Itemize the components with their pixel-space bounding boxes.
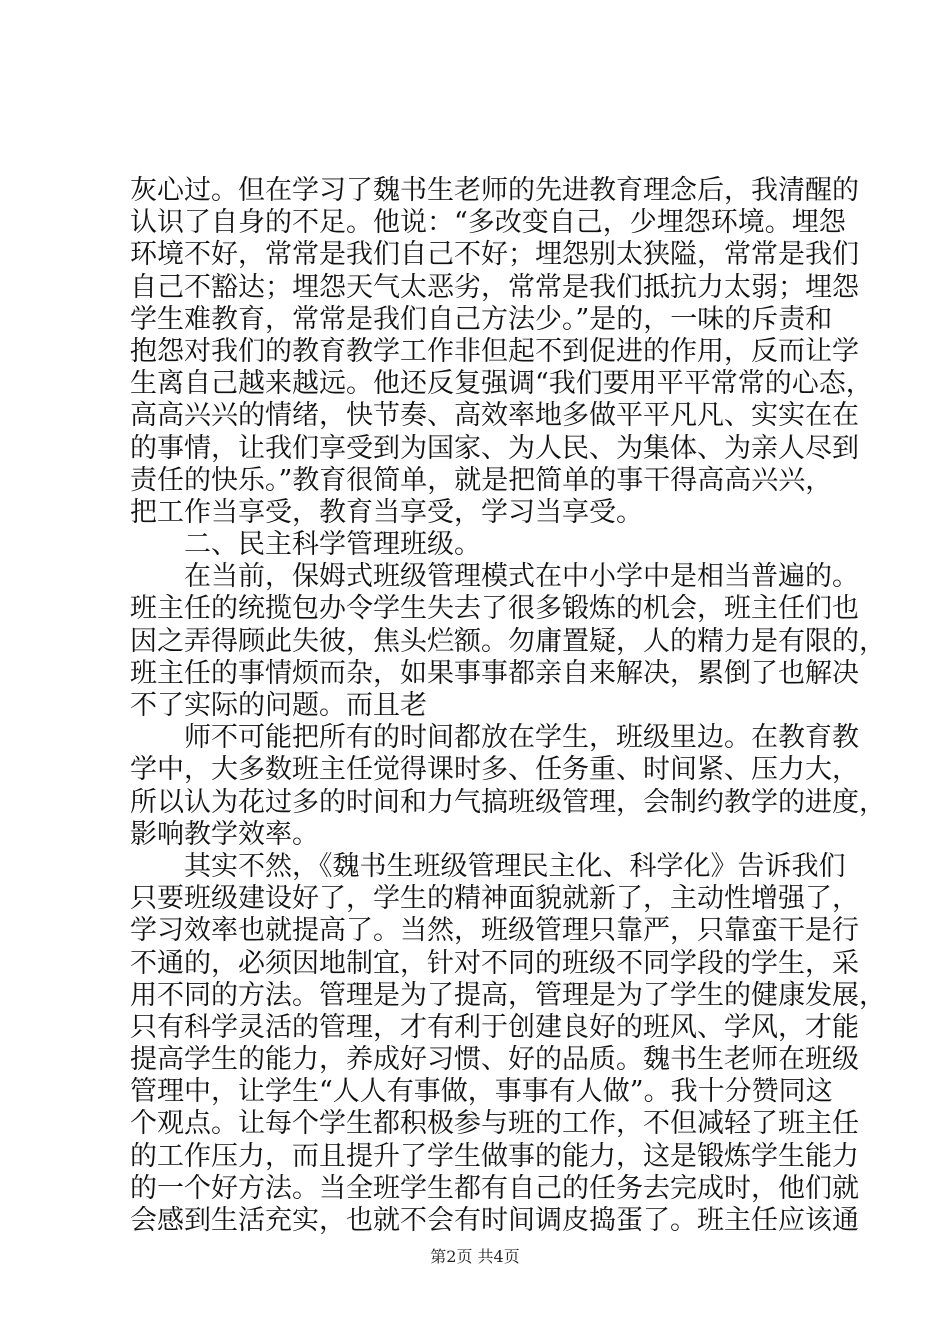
text-line: 不通的，必须因地制宜，针对不同的班级不同学段的学生，采 [130,947,859,979]
text-line: 只有科学灵活的管理，才有利于创建良好的班风、学风，才能 [130,1011,859,1043]
text-line: 班主任的统揽包办令学生失去了很多锻炼的机会，班主任们也 [130,593,859,625]
text-line: 其实不然，《魏书生班级管理民主化、科学化》告诉我们 [184,850,846,882]
text-line: 把工作当享受，教育当享受，学习当享受。 [130,496,643,528]
text-line: 的事情，让我们享受到为国家、为人民、为集体、为亲人尽到 [130,432,859,464]
text-line: 在当前，保姆式班级管理模式在中小学中是相当普遍的。 [184,561,859,593]
text-line: 二、民主科学管理班级。 [184,529,481,561]
text-line: 因之弄得顾此失彼，焦头烂额。勿庸置疑，人的精力是有限的， [130,625,886,657]
text-line: 环境不好，常常是我们自己不好；埋怨别太狭隘，常常是我们 [130,239,859,271]
text-line: 学习效率也就提高了。当然，班级管理只靠严，只靠蛮干是行 [130,915,859,947]
text-line: 不了实际的问题。而且老 [130,690,427,721]
text-line: 会感到生活充实，也就不会有时间调皮捣蛋了。班主任应该通 [130,1205,859,1236]
text-line: 抱怨对我们的教育教学工作非但起不到促进的作用，反而让学 [130,335,859,367]
text-line: 学生难教育，常常是我们自己方法少。”是的，一味的斥责和 [130,303,833,335]
text-line: 学中，大多数班主任觉得课时多、任务重、时间紧、压力大， [130,754,859,786]
text-line: 的一个好方法。当全班学生都有自己的任务去完成时，他们就 [130,1172,859,1204]
text-line: 师不可能把所有的时间都放在学生，班级里边。在教育教 [184,722,859,754]
text-line: 用不同的方法。管理是为了提高，管理是为了学生的健康发展， [130,979,886,1011]
text-line: 认识了自身的不足。他说：“多改变自己，少埋怨环境。埋怨 [130,207,846,239]
text-line: 影响教学效率。 [130,818,319,850]
page-footer: 第2页 共4页 [430,1247,520,1266]
text-line: 管理中，让学生“人人有事做，事事有人做”。我十分赞同这 [130,1076,833,1108]
text-line: 高高兴兴的情绪，快节奏、高效率地多做平平凡凡、实实在在 [130,400,859,432]
text-line: 个观点。让每个学生都积极参与班的工作，不但减轻了班主任 [130,1108,859,1140]
text-line: 生离自己越来越远。他还反复强调“我们要用平平常常的心态， [130,368,873,400]
text-line: 自己不豁达；埋怨天气太恶劣，常常是我们抵抗力太弱；埋怨 [130,271,859,303]
text-line: 的工作压力，而且提升了学生做事的能力，这是锻炼学生能力 [130,1140,859,1172]
text-line: 责任的快乐。”教育很简单，就是把简单的事干得高高兴兴， [130,464,833,496]
body-text [130,175,886,1237]
text-line: 班主任的事情烦而杂，如果事事都亲自来解决，累倒了也解决 [130,657,859,689]
text-line: 所以认为花过多的时间和力气搞班级管理，会制约教学的进度， [130,786,886,818]
text-line: 灰心过。但在学习了魏书生老师的先进教育理念后，我清醒的 [130,175,859,206]
text-line: 提高学生的能力，养成好习惯、好的品质。魏书生老师在班级 [130,1044,859,1076]
text-line: 只要班级建设好了，学生的精神面貌就新了，主动性增强了， [130,883,859,915]
